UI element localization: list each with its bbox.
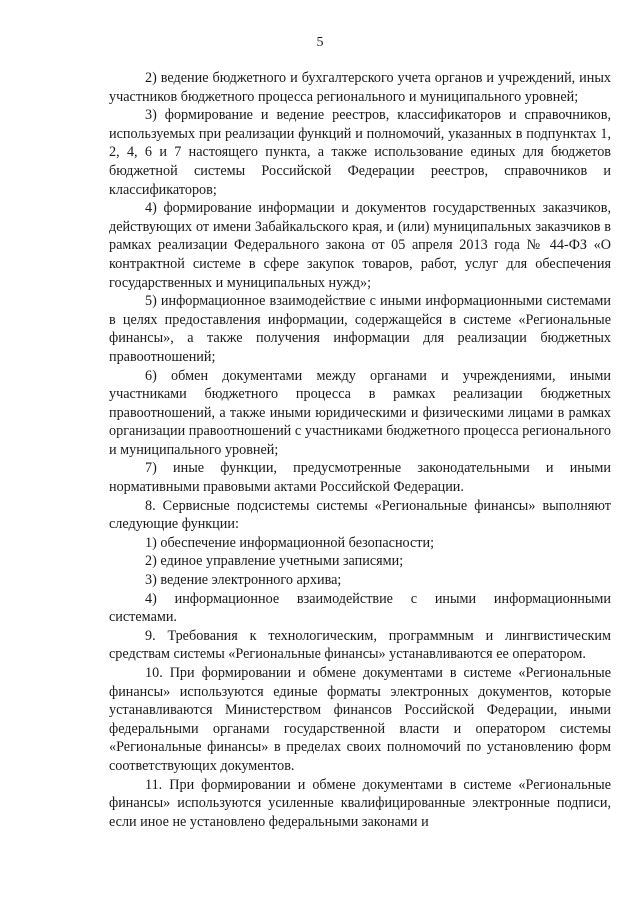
paragraph-item-6: 6) обмен документами между органами и учреждениями, иными участниками бюджетного процесса в рамках реализации бюджетных правоотношений, а также иными юридическими и физическими лицами в рамках организации правоотношений с участниками бюджетного процесса регионального и муниципального уровней; (109, 367, 611, 458)
paragraph-clause-8-item-3: 3) ведение электронного архива; (145, 572, 342, 589)
paragraph-clause-8: 8. Сервисные подсистемы системы «Региональные финансы» выполняют следующие функции: (109, 497, 611, 533)
paragraph-clause-8-item-2: 2) единое управление учетными записями; (145, 553, 404, 570)
paragraph-clause-8-item-1: 1) обеспечение информационной безопасности; (145, 534, 435, 551)
paragraph-clause-11: 11. При формировании и обмене документами в системе «Региональные финансы» используются усиленные квалифицированные электронные подписи, если иное не установлено федеральными законами и (109, 776, 611, 830)
document-body (109, 69, 611, 831)
paragraph-item-5: 5) информационное взаимодействие с иными информационными системами в целях предоставления информации, содержащейся в системе «Региональные финансы», а также получения информации для реализации бюджетных правоотношений; (109, 293, 611, 365)
paragraph-item-4: 4) формирование информации и документов государственных заказчиков, действующих от имени Забайкальского края, и (или) муниципальных заказчиков в рамках реализации Федерального закона от 05 апреля 2013 года № 44-ФЗ «О контрактной системе в сфере закупок товаров, работ, услуг для обеспечения государственных и муниципальных нужд»; (109, 200, 611, 291)
paragraph-item-7: 7) иные функции, предусмотренные законодательными и иными нормативными правовыми актами Российской Федерации. (109, 460, 611, 496)
paragraph-item-2: 2) ведение бюджетного и бухгалтерского учета органов и учреждений, иных участников бюджетного процесса регионального и муниципального уровней; (109, 70, 611, 105)
paragraph-clause-9: 9. Требования к технологическим, программным и лингвистическим средствам системы «Региональные финансы» устанавливаются ее оператором. (109, 627, 611, 663)
paragraph-clause-8-item-4: 4) информационное взаимодействие с иными информационными системами. (109, 590, 611, 626)
paragraph-clause-10: 10. При формировании и обмене документами в системе «Региональные финансы» используются единые форматы электронных документов, которые устанавливаются Министерством финансов Российской Федерации, иными федеральными органами государственной власти и оператором системы «Региональные финансы» в пределах своих полномочий по установлению форм соответствующих документов. (109, 665, 611, 774)
paragraph-item-3: 3) формирование и ведение реестров, классификаторов и справочников, используемых при реализации функций и полномочий, указанных в подпунктах 1, 2, 4, 6 и 7 настоящего пункта, а также использование единых для бюджетов бюджетной системы Российской Федерации реестров, справочников и классификаторов; (109, 107, 611, 198)
page-number: 5 (316, 35, 324, 50)
